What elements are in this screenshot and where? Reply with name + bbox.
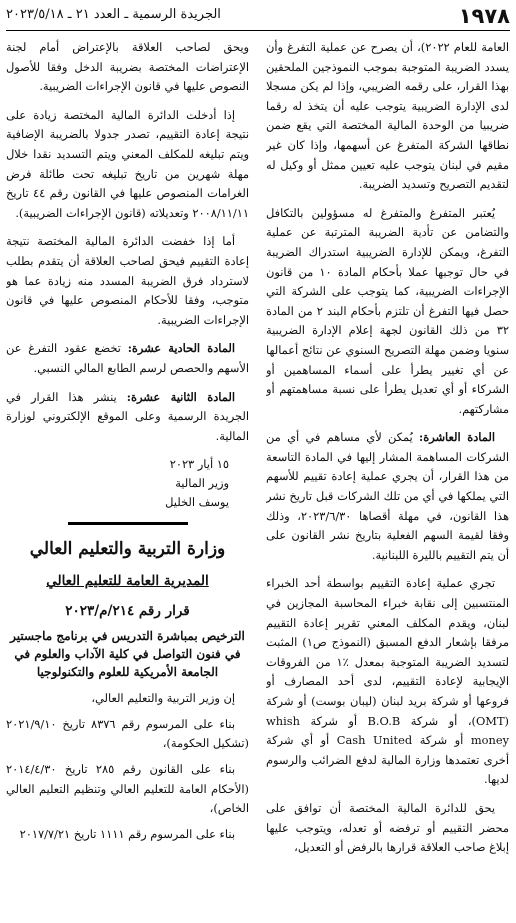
article-12 [6,388,249,447]
left-column [6,38,249,917]
decision-number: قرار رقم ٢١٤/م/٢٠٢٣ [65,603,190,620]
page-header [0,0,516,32]
article-12-text: ينشر هذا القرار في الجريدة الرسمية وعلى الموقع الإلكتروني لوزارة المالية. [6,389,249,443]
article-11-text: تخضع عقود التفرغ عن الأسهم والحصص لرسم الطابع المالي النسبي. [6,341,249,375]
page-number: ١٩٧٨ [458,4,510,28]
gazette-title: الجريدة الرسمية ـ العدد ٢١ ـ ٢٠٢٣/٥/١٨ [6,7,221,22]
header-divider [6,30,510,31]
article-10-text: يُمكن لأي مساهم في أي من الشركات المساهمة المشار إليها في المادة التاسعة من هذا القرار، أن يجري عملية إعادة تقييم للأسهم التي يملكها في أي من تلك الشركات قبل تاريخ نشر هذا القانون، في مهلة أقصاها ٢٠٢٣/٦/٣٠، وذلك وفقا لقيمة السهم الفعلية بتاريخ نشر القانون على أن يتم التقييم بالليرة اللبنانية. [266,430,509,562]
article-10-label: المادة العاشرة: [419,430,495,445]
signature-date: ١٥ أيار ٢٠٢٣ [169,457,229,472]
directorate-heading: المديرية العامة للتعليم العالي [46,573,209,590]
ministry-heading: وزارة التربية والتعليم العالي [29,539,226,560]
article-11-label: المادة الحادية عشرة: [127,341,235,356]
reference-line: بناء على القانون رقم ٢٨٥ تاريخ ٢٠١٤/٤/٣٠ (الأحكام العامة للتعليم العالي وتنظيم التعليم العالي الخاص)، [6,762,249,816]
reference-line: بناء على المرسوم رقم ١١١١ تاريخ ٢٠١٧/٧/٢١ [19,826,235,841]
signature-role: وزير المالية [175,476,229,491]
paragraph: إذا أدخلت الدائرة المالية المختصة زيادة على نتيجة إعادة التقييم، تصدر جدولا بالضريبة الإضافية ويتم تبليغه للمكلف المعني ويتم التسديد نقدا خلال مهلة شهرين من تاريخ تبليغه تحت طائلة فرض الغرامات المنصوص عليها في القانون رقم ٤٤ تاريخ ٢٠٠٨/١١/١١ وتعديلاته (قانون الإجراءات الضريبية). [6,107,249,220]
section-separator [68,522,188,525]
article-11 [6,339,249,378]
paragraph: يحق للدائرة المالية المختصة أن توافق على محضر التقييم أو ترفضه أو تعدله، ويتوجب عليها إبلاغ صاحب العلاقة قرارها بالرفض أو التعديل، [266,800,509,855]
article-10 [266,428,509,565]
paragraph: ويحق لصاحب العلاقة بالإعتراض أمام لجنة الإعتراضات المختصة بضريبة الدخل وفقا للأصول النصوص عليها في قانون الإجراءات الضريبية. [6,40,249,94]
paragraph: يُعتبر المتفرغ والمتفرغ له مسؤولين بالتكافل والتضامن عن تأدية الضريبة المترتبة عن عملية التفرغ، ويمكن للإدارة الضريبية استدراك الضريبة في حال توجبها عملا بأحكام المادة ١٠ من قانون الإجراءات الضريبية، كما يتوجب على الشركة التي حصل فيها التفرغ أن تلتزم بأحكام البند ٢ من المادة ٣٢ من ذلك القانون لجهة إعلام الإدارة الضريبية سنويا وضمن مهلة التصريح السنوي عن نتائج أعمالها عن أي تغيير يطرأ على أسماء المساهمين أو الشركاء أو أي تعديل يطرأ على نسبة مساهمتهم أو مشاركتهم. [266,205,509,416]
decision-title: الترخيص بمباشرة التدريس في برنامج ماجستير في فنون التواصل في كلية الآداب والعلوم في الجامعة الأمريكية للعلوم والتكنولوجيا [10,629,245,680]
paragraph: العامة للعام ٢٠٢٢)، أن يصرح عن عملية التفرغ وأن يسدد الضريبة المتوجبة بموجب النموذجين الملحقين بهذا القرار، على رقمه الضريبي، وإذا لم يكن مسجلا لدى الإدارة الضريبية يتوجب عليه أن يتخذ له رقما ضريبيا من الوحدة المالية المختصة التي يقع ضمن نطاقها الشركة المتفرغ عن أسهمها، وإذا كان غير مقيم في لبنان يتوجب عليه تعيين ممثل أو وكيل له لتقديم التصريح وتسديد الضريبة. [266,40,509,192]
reference-line: إن وزير التربية والتعليم العالي، [91,691,235,706]
right-column [266,38,509,917]
paragraph: أما إذا خفضت الدائرة المالية المختصة نتيجة إعادة التقييم فيحق لصاحب العلاقة أن يتقدم بطلب لاسترداد فرق الضريبة المسدد منه زيادة عما هو متوجب، وفقا للأحكام المنصوص عليها في قانون الإجراءات الضريبية. [6,234,249,327]
paragraph: تجري عملية إعادة التقييم بواسطة أحد الخبراء المنتسبين إلى نقابة خبراء المحاسبة المجازين في لبنان، ويقدم المكلف المعني تقرير إعادة التقييم مرفقا بإشعار الدفع المسبق (النموذج ص١) المثبت لتسديد الضريبة المتوجبة بمعدل ٪١ من الفروقات الإيجابية لإعادة التقييم، لدى أحد المصارف أو فروعها أو شركة بريد لبنان (ليبان بوست) أو شركة (OMT)، أو شركة B.O.B أو شركة whish money أو شركة Cash United أو أي شركة أخرى تعتمدها وزارة المالية لدفع الضرائب والرسوم لديها. [266,576,509,787]
signature-block [6,455,229,512]
article-12-label: المادة الثانية عشرة: [126,389,235,404]
reference-line: بناء على المرسوم رقم ٨٣٧٦ تاريخ ٢٠٢١/٩/١٠ (تشكيل الحكومة)، [6,716,249,751]
signature-name: يوسف الخليل [165,495,229,510]
